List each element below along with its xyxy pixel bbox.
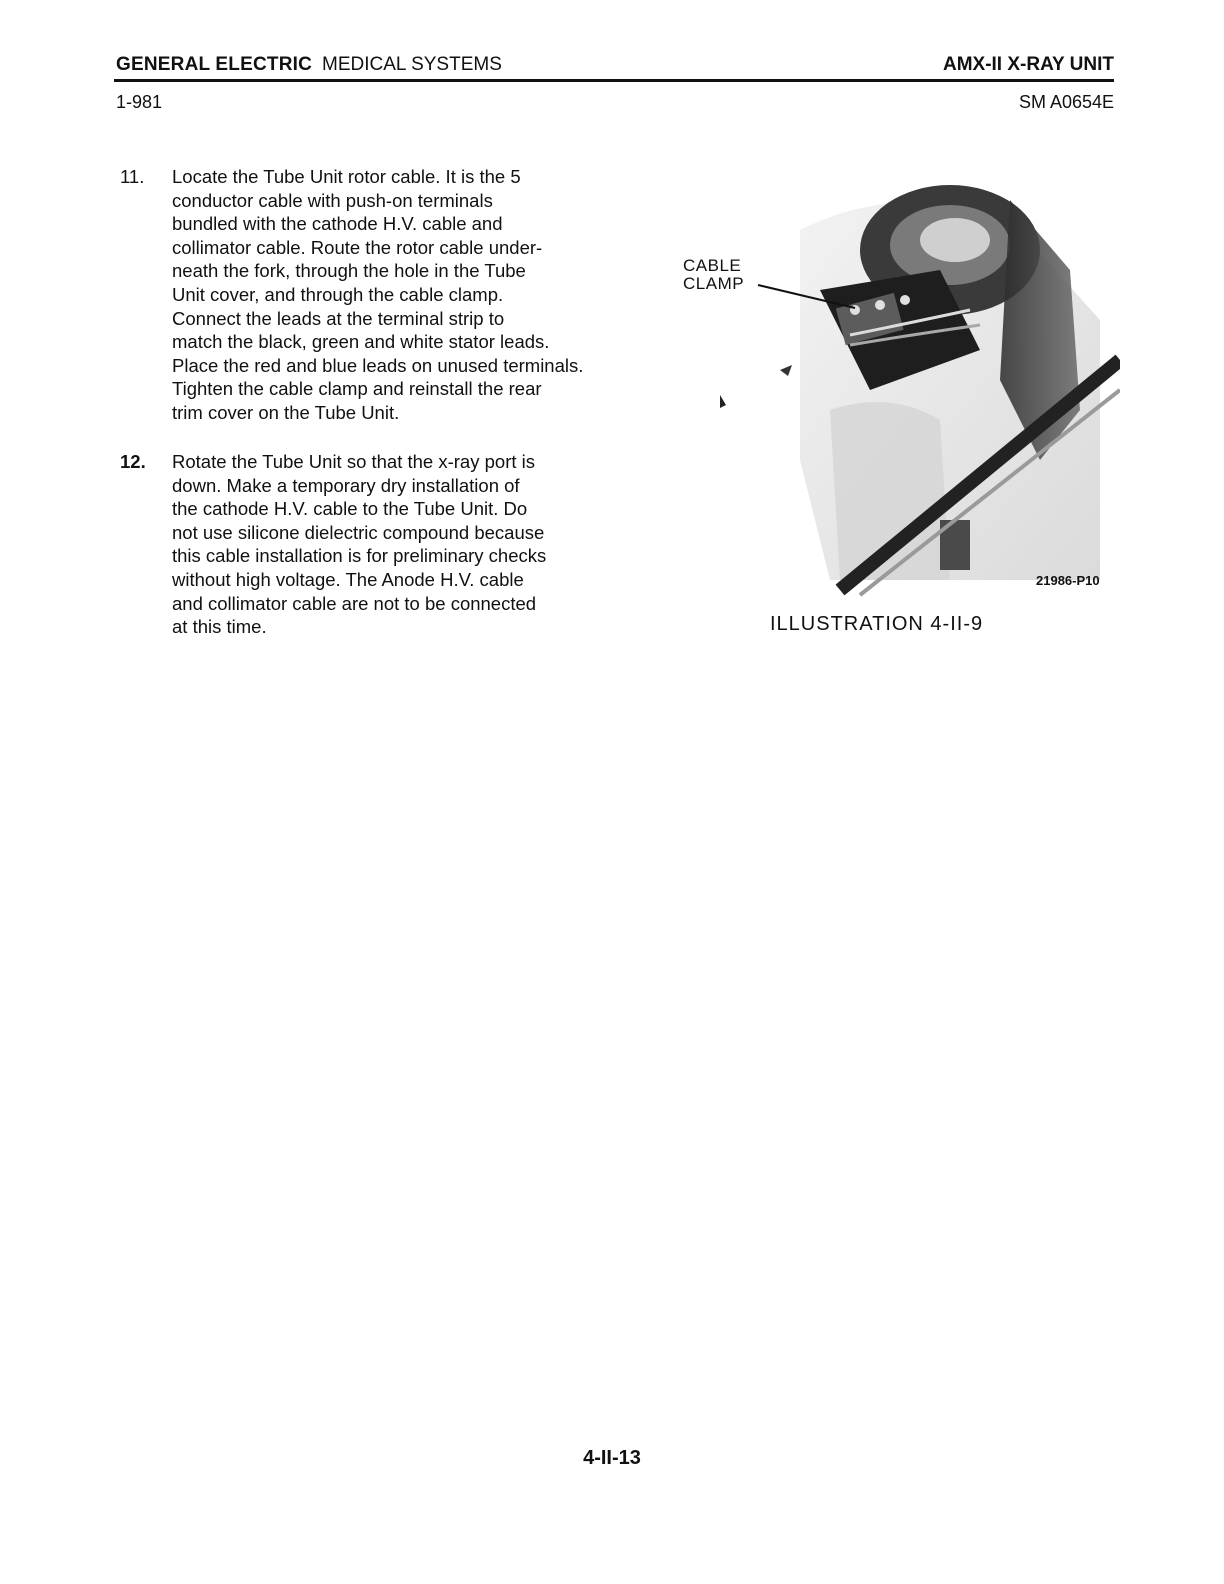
label-line: CABLE bbox=[683, 256, 742, 275]
step-text bbox=[172, 450, 642, 639]
step-line: not use silicone dielectric compound because bbox=[172, 521, 545, 543]
company-name: GENERAL ELECTRIC bbox=[116, 54, 313, 75]
step-line: bundled with the cathode H.V. cable and bbox=[172, 213, 503, 235]
step-line: trim cover on the Tube Unit. bbox=[172, 401, 400, 423]
step-line: and collimator cable are not to be connected bbox=[172, 592, 537, 614]
illustration-caption: ILLUSTRATION 4-II-9 bbox=[770, 613, 984, 635]
step-line: the cathode H.V. cable to the Tube Unit. Do bbox=[172, 498, 528, 520]
step-line: Rotate the Tube Unit so that the x-ray port is bbox=[172, 451, 535, 472]
step-line: conductor cable with push-on terminals bbox=[172, 189, 493, 211]
product-title: AMX-II X-RAY UNIT bbox=[942, 54, 1114, 75]
tube-unit-photo bbox=[680, 160, 1120, 600]
document-number: SM A0654E bbox=[1018, 92, 1114, 112]
step-line: at this time. bbox=[172, 616, 267, 638]
step-text bbox=[172, 165, 642, 425]
header-left bbox=[116, 54, 502, 76]
step-line: collimator cable. Route the rotor cable under- bbox=[172, 236, 543, 258]
cable-clamp-label bbox=[683, 257, 744, 293]
division-name: MEDICAL SYSTEMS bbox=[322, 54, 502, 75]
photo-id: 21986-P10 bbox=[1036, 573, 1100, 588]
step-line: match the black, green and white stator leads. bbox=[172, 331, 550, 353]
step-line: neath the fork, through the hole in the Tube bbox=[172, 260, 526, 282]
revision-date: 1-981 bbox=[116, 92, 163, 112]
step-line: down. Make a temporary dry installation of bbox=[172, 474, 520, 496]
step-line: Connect the leads at the terminal strip to bbox=[172, 307, 505, 329]
step-line: Place the red and blue leads on unused terminals. bbox=[172, 354, 584, 376]
step-number: 11. bbox=[120, 166, 145, 187]
step-number: 12. bbox=[120, 451, 146, 472]
step-line: this cable installation is for preliminary checks bbox=[172, 545, 547, 567]
step-line: Locate the Tube Unit rotor cable. It is the 5 bbox=[172, 166, 521, 187]
step-line: Tighten the cable clamp and reinstall the rear bbox=[172, 378, 542, 400]
label-line: CLAMP bbox=[683, 274, 745, 293]
step-line: Unit cover, and through the cable clamp. bbox=[172, 283, 504, 305]
header-rule bbox=[114, 79, 1114, 82]
page-number: 4-II-13 bbox=[583, 1447, 641, 1469]
step-line: without high voltage. The Anode H.V. cable bbox=[172, 568, 524, 590]
